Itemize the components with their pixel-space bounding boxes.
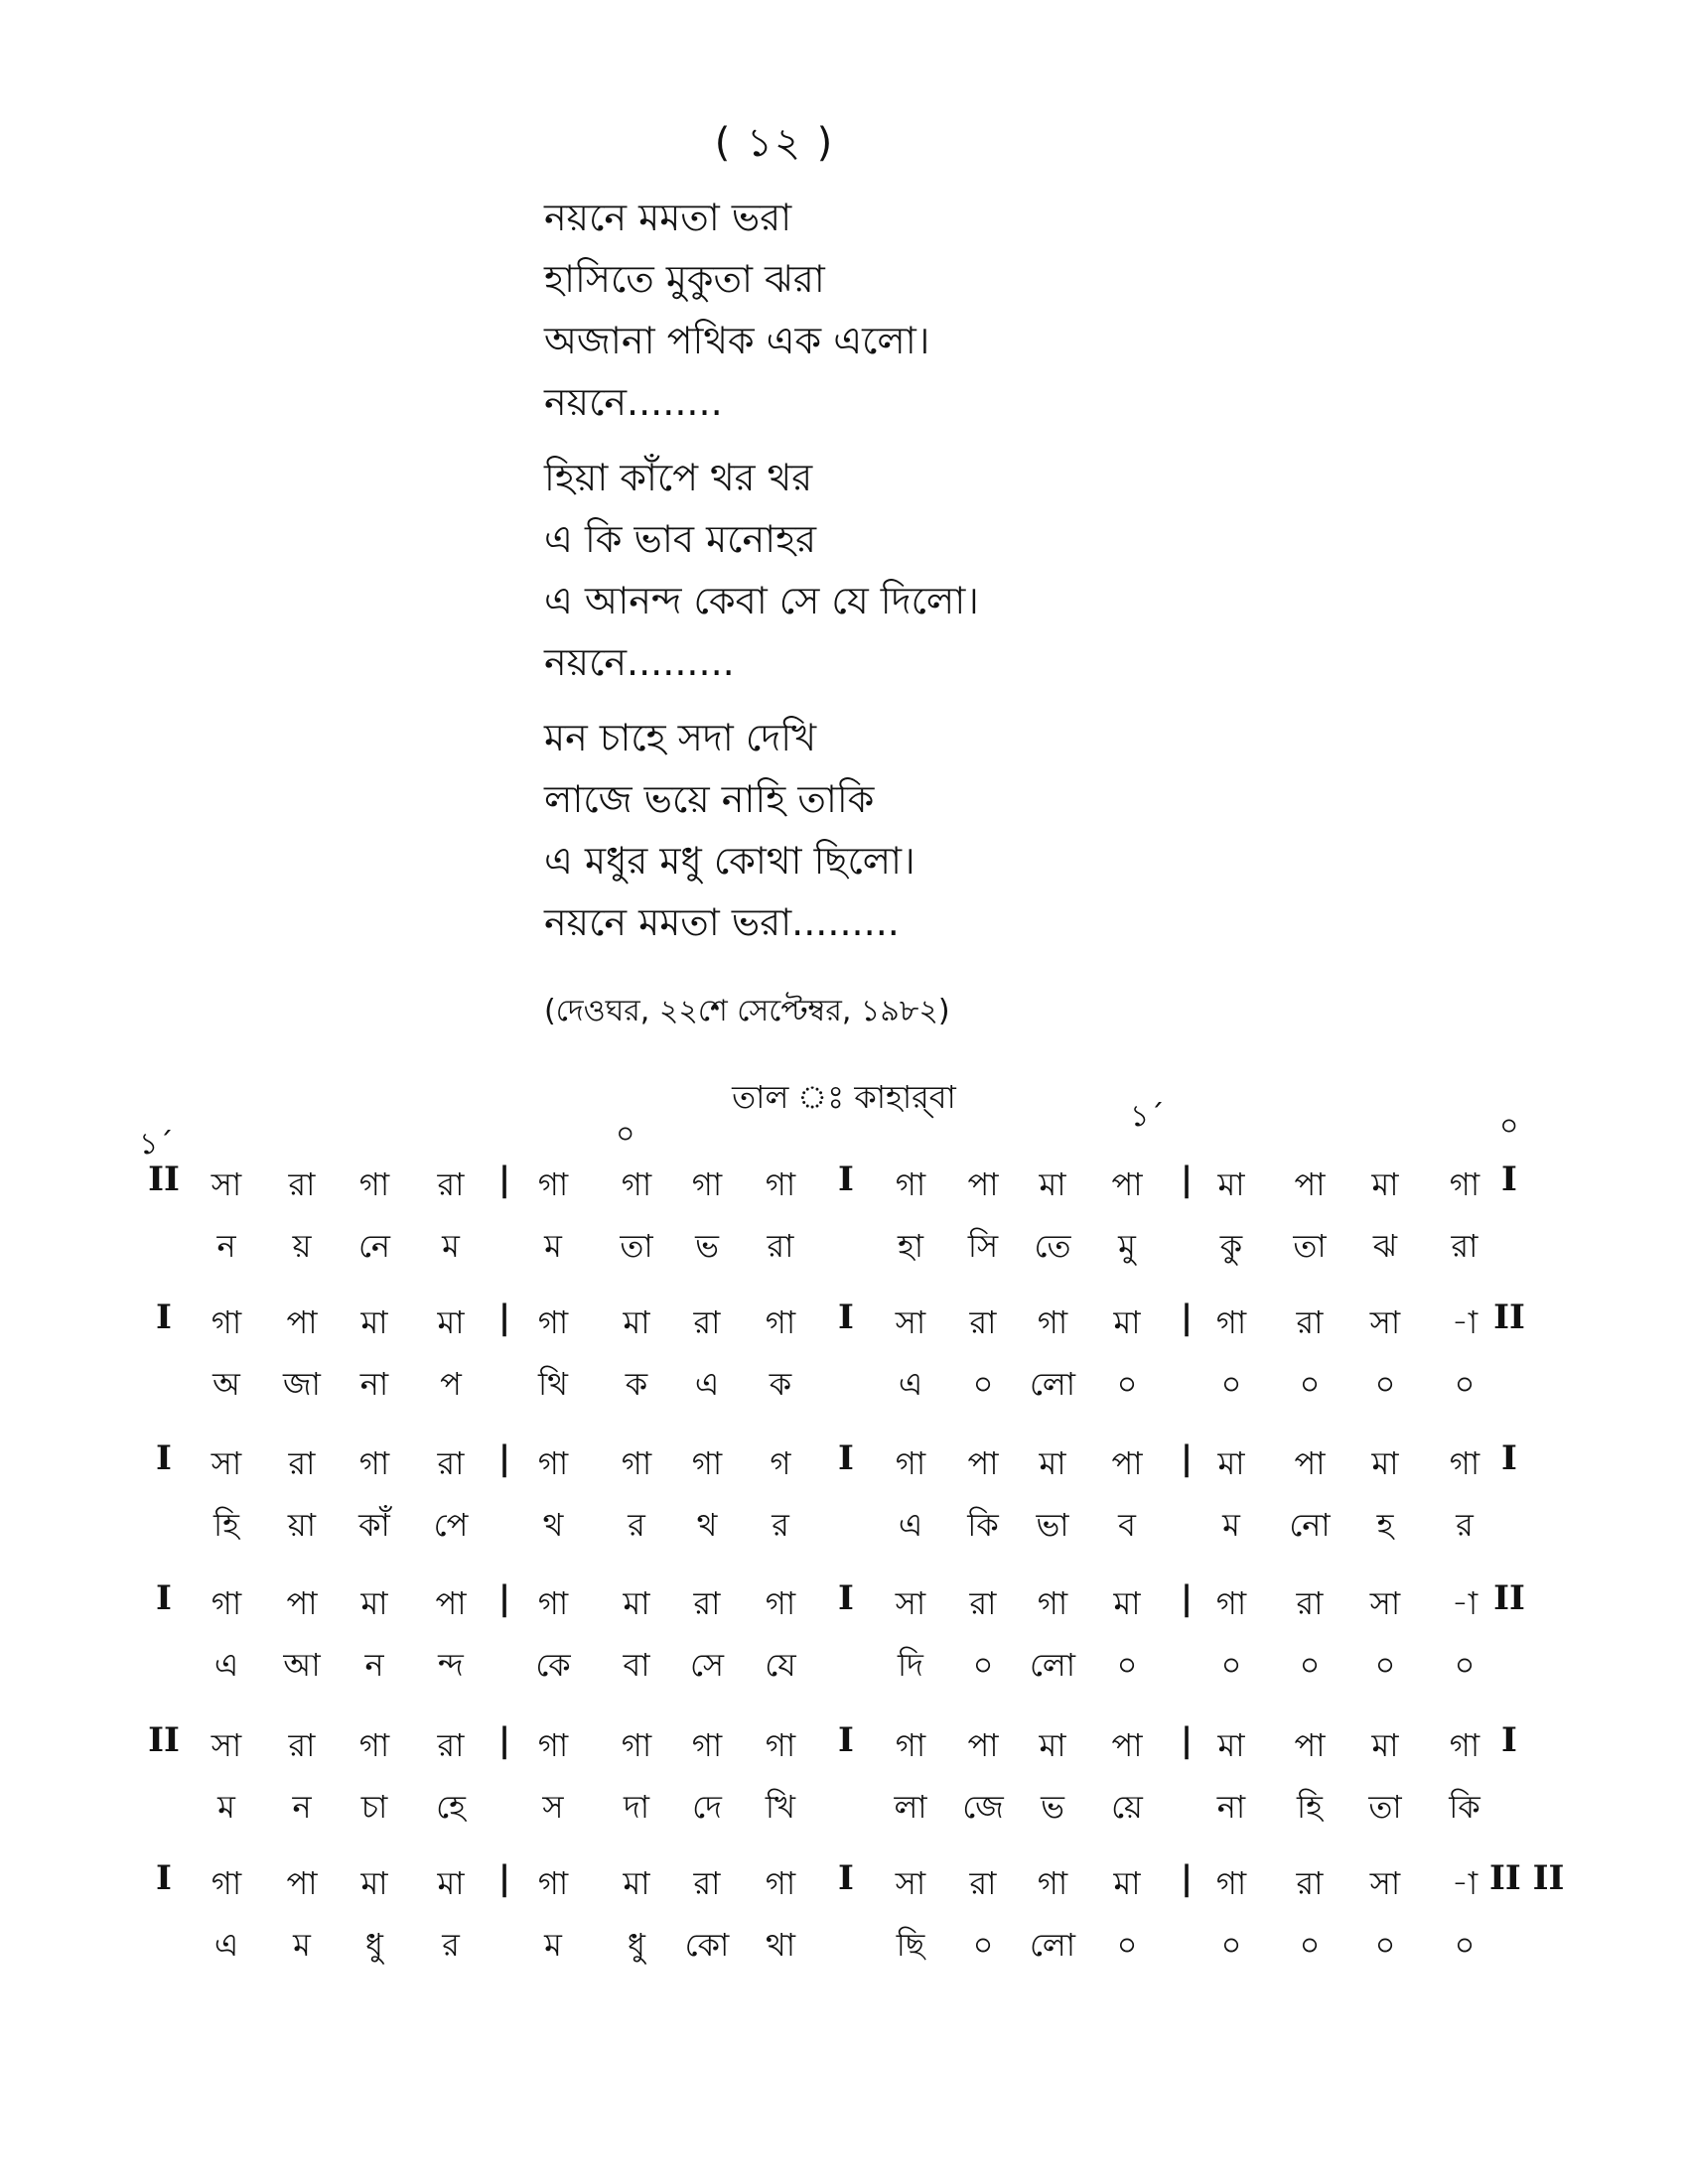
lyric-syllable: ০ bbox=[972, 1365, 994, 1403]
lyric-syllable: আ bbox=[283, 1646, 321, 1684]
lyric-syllable: ০ bbox=[1220, 1926, 1242, 1964]
lyric-syllable: য়া bbox=[287, 1506, 317, 1544]
swara-note: সা bbox=[895, 1864, 926, 1902]
lyric-syllable: খি bbox=[765, 1788, 796, 1826]
lyric-line: নয়নে......... bbox=[544, 640, 735, 684]
swara-note: সা bbox=[895, 1584, 926, 1622]
lyric-syllable: তা bbox=[1368, 1788, 1402, 1826]
swara-note: গা bbox=[895, 1726, 926, 1764]
swara-note: সা bbox=[211, 1444, 242, 1482]
swara-note: গা bbox=[765, 1726, 796, 1764]
lyric-syllable: লো bbox=[1029, 1926, 1076, 1964]
lyric-syllable: ০ bbox=[1220, 1646, 1242, 1684]
barline: I bbox=[838, 1297, 854, 1337]
swara-note: রা bbox=[437, 1444, 465, 1482]
lyric-line: লাজে ভয়ে নাহি তাকি bbox=[544, 777, 875, 821]
swara-note: রা bbox=[437, 1165, 465, 1203]
swara-note: গা bbox=[1037, 1303, 1068, 1341]
lyric-syllable: নো bbox=[1289, 1506, 1331, 1544]
barline: | bbox=[497, 1578, 511, 1618]
lyric-syllable: ০ bbox=[1374, 1365, 1396, 1403]
lyric-syllable: ম bbox=[217, 1788, 235, 1826]
start-barline: I bbox=[156, 1297, 172, 1337]
lyric-syllable: জে bbox=[962, 1788, 1004, 1826]
lyric-line: হাসিতে মুকুতা ঝরা bbox=[544, 257, 825, 301]
lyric-syllable: লো bbox=[1029, 1365, 1076, 1403]
lyric-syllable: তা bbox=[1293, 1227, 1327, 1265]
lyric-syllable: ০ bbox=[1374, 1646, 1396, 1684]
swara-note: গা bbox=[895, 1444, 926, 1482]
swara-note: মা bbox=[623, 1303, 650, 1341]
beat-mark: ০ bbox=[1499, 1109, 1519, 1144]
swara-note: মা bbox=[1217, 1444, 1245, 1482]
swara-note: রা bbox=[693, 1864, 721, 1902]
lyric-syllable: ন bbox=[364, 1646, 384, 1684]
lyric-syllable: বা bbox=[623, 1646, 650, 1684]
barline: | bbox=[1180, 1160, 1194, 1199]
lyric-syllable: না bbox=[1216, 1788, 1246, 1826]
start-barline: I bbox=[156, 1438, 172, 1478]
swara-note: রা bbox=[693, 1303, 721, 1341]
swara-note: গা bbox=[895, 1165, 926, 1203]
lyric-syllable: ছি bbox=[896, 1926, 925, 1964]
swara-note: রা bbox=[288, 1165, 316, 1203]
swara-note: গা bbox=[1449, 1444, 1480, 1482]
lyric-syllable: ম bbox=[293, 1926, 311, 1964]
lyric-line: এ কি ভাব মনোহর bbox=[544, 517, 817, 561]
swara-note: মা bbox=[623, 1864, 650, 1902]
lyric-syllable: থা bbox=[765, 1926, 795, 1964]
swara-note: গা bbox=[1449, 1726, 1480, 1764]
swara-note: -া bbox=[1451, 1864, 1478, 1902]
lyric-syllable: ০ bbox=[1454, 1365, 1476, 1403]
barline: | bbox=[497, 1720, 511, 1760]
beat-mark: ১´ bbox=[1130, 1099, 1165, 1134]
swara-note: গা bbox=[537, 1303, 569, 1341]
lyric-syllable: ধু bbox=[628, 1926, 645, 1964]
lyric-syllable: প bbox=[440, 1365, 462, 1403]
swara-note: সা bbox=[211, 1726, 242, 1764]
swara-note: পা bbox=[967, 1165, 999, 1203]
swara-note: মা bbox=[1039, 1444, 1066, 1482]
lyric-syllable: ম bbox=[544, 1227, 562, 1265]
swara-note: গা bbox=[537, 1165, 569, 1203]
swara-note: মা bbox=[623, 1584, 650, 1622]
swara-note: গা bbox=[358, 1726, 390, 1764]
lyric-syllable: তা bbox=[620, 1227, 653, 1265]
swara-note: পা bbox=[967, 1444, 999, 1482]
swara-note: সা bbox=[1369, 1864, 1401, 1902]
lyric-syllable: ০ bbox=[1220, 1365, 1242, 1403]
lyric-syllable: চা bbox=[360, 1788, 388, 1826]
lyric-syllable: এ bbox=[213, 1646, 239, 1684]
lyric-syllable: ক bbox=[625, 1365, 648, 1403]
lyric-syllable: ০ bbox=[1116, 1926, 1138, 1964]
barline: | bbox=[1180, 1858, 1194, 1898]
swara-note: মা bbox=[1217, 1726, 1245, 1764]
lyric-syllable: য়ে bbox=[1111, 1788, 1143, 1826]
lyric-syllable: যে bbox=[765, 1646, 796, 1684]
barline: I bbox=[838, 1720, 854, 1760]
lyric-line: নয়নে........ bbox=[544, 380, 723, 424]
lyric-syllable: কি bbox=[967, 1506, 999, 1544]
lyric-syllable: ব bbox=[1118, 1506, 1136, 1544]
barline: | bbox=[1180, 1297, 1194, 1337]
lyric-syllable: ধু bbox=[365, 1926, 383, 1964]
start-barline: I bbox=[156, 1858, 172, 1898]
lyric-line: অজানা পথিক এক এলো। bbox=[544, 319, 930, 362]
swara-note: পা bbox=[286, 1864, 318, 1902]
swara-note: গা bbox=[1215, 1303, 1247, 1341]
lyric-syllable: ০ bbox=[1299, 1646, 1321, 1684]
swara-note: পা bbox=[1294, 1444, 1326, 1482]
lyric-syllable: পে bbox=[433, 1506, 469, 1544]
lyric-syllable: ০ bbox=[1374, 1926, 1396, 1964]
beat-mark: ১´ bbox=[139, 1127, 174, 1161]
swara-note: গা bbox=[358, 1165, 390, 1203]
lyric-syllable: নে bbox=[357, 1227, 391, 1265]
swara-note: মা bbox=[1113, 1303, 1141, 1341]
lyric-syllable: র bbox=[442, 1926, 460, 1964]
swara-note: গা bbox=[621, 1726, 652, 1764]
lyric-syllable: এ bbox=[898, 1506, 923, 1544]
end-barline: II II bbox=[1489, 1858, 1565, 1898]
start-barline: II bbox=[148, 1160, 180, 1199]
swara-note: মা bbox=[360, 1864, 388, 1902]
swara-note: গা bbox=[691, 1444, 723, 1482]
swara-note: রা bbox=[288, 1726, 316, 1764]
swara-note: গা bbox=[691, 1165, 723, 1203]
swara-note: রা bbox=[969, 1584, 997, 1622]
lyric-syllable: র bbox=[772, 1506, 789, 1544]
swara-note: মা bbox=[1371, 1726, 1399, 1764]
lyric-syllable: ভ bbox=[695, 1227, 719, 1265]
swara-note: সা bbox=[1369, 1303, 1401, 1341]
lyric-syllable: এ bbox=[694, 1365, 720, 1403]
barline: I bbox=[838, 1578, 854, 1618]
lyric-syllable: হি bbox=[1297, 1788, 1323, 1826]
lyric-syllable: ন bbox=[216, 1227, 236, 1265]
swara-note: রা bbox=[288, 1444, 316, 1482]
swara-note: গা bbox=[1037, 1584, 1068, 1622]
swara-note: রা bbox=[969, 1303, 997, 1341]
lyric-syllable: ০ bbox=[1454, 1926, 1476, 1964]
swara-note: মা bbox=[437, 1864, 465, 1902]
lyric-line: নয়নে মমতা ভরা bbox=[544, 196, 792, 239]
lyric-syllable: মু bbox=[1118, 1227, 1136, 1265]
swara-note: রা bbox=[1296, 1303, 1324, 1341]
end-barline: II bbox=[1493, 1578, 1525, 1618]
barline: | bbox=[1180, 1578, 1194, 1618]
lyric-syllable: তে bbox=[1034, 1227, 1071, 1265]
lyric-syllable: র bbox=[1456, 1506, 1474, 1544]
lyric-syllable: ০ bbox=[1116, 1646, 1138, 1684]
swara-note: মা bbox=[360, 1584, 388, 1622]
lyric-syllable: রা bbox=[767, 1227, 794, 1265]
lyric-syllable: কি bbox=[1449, 1788, 1480, 1826]
lyric-syllable: ০ bbox=[1454, 1646, 1476, 1684]
lyric-line: নয়নে মমতা ভরা......... bbox=[544, 900, 900, 944]
swara-note: পা bbox=[1111, 1444, 1143, 1482]
lyric-line: এ আনন্দ কেবা সে যে দিলো। bbox=[544, 579, 979, 622]
lyric-syllable: ম bbox=[544, 1926, 562, 1964]
swara-note: রা bbox=[437, 1726, 465, 1764]
swara-note: গা bbox=[1449, 1165, 1480, 1203]
end-barline: I bbox=[1501, 1438, 1517, 1478]
swara-note: পা bbox=[1111, 1165, 1143, 1203]
lyric-syllable: ঝ bbox=[1372, 1227, 1398, 1265]
swara-note: মা bbox=[1039, 1726, 1066, 1764]
swara-note: গা bbox=[1215, 1864, 1247, 1902]
swara-note: সা bbox=[1369, 1584, 1401, 1622]
lyric-syllable: লা bbox=[894, 1788, 927, 1826]
swara-note: মা bbox=[1371, 1165, 1399, 1203]
swara-note: সা bbox=[895, 1303, 926, 1341]
swara-note: রা bbox=[969, 1864, 997, 1902]
swara-note: গা bbox=[1037, 1864, 1068, 1902]
swara-note: -া bbox=[1451, 1584, 1478, 1622]
swara-note: গা bbox=[621, 1165, 652, 1203]
lyric-syllable: দি bbox=[898, 1646, 923, 1684]
barline: | bbox=[497, 1438, 511, 1478]
lyric-syllable: ০ bbox=[1299, 1365, 1321, 1403]
swara-note: গা bbox=[765, 1584, 796, 1622]
lyric-syllable: ০ bbox=[1299, 1926, 1321, 1964]
lyric-syllable: দা bbox=[623, 1788, 650, 1826]
swara-note: রা bbox=[693, 1584, 721, 1622]
swara-note: মা bbox=[437, 1303, 465, 1341]
lyric-syllable: কাঁ bbox=[358, 1506, 390, 1544]
lyric-syllable: লো bbox=[1029, 1646, 1076, 1684]
swara-note: গা bbox=[537, 1864, 569, 1902]
swara-note: মা bbox=[1371, 1444, 1399, 1482]
barline: | bbox=[497, 1297, 511, 1337]
barline: I bbox=[838, 1438, 854, 1478]
lyric-syllable: ০ bbox=[972, 1646, 994, 1684]
swara-note: গা bbox=[211, 1303, 242, 1341]
start-barline: I bbox=[156, 1578, 172, 1618]
swara-note: গা bbox=[765, 1165, 796, 1203]
swara-note: মা bbox=[1217, 1165, 1245, 1203]
barline: I bbox=[838, 1858, 854, 1898]
barline: | bbox=[497, 1160, 511, 1199]
swara-note: মা bbox=[1113, 1584, 1141, 1622]
swara-note: পা bbox=[435, 1584, 467, 1622]
lyric-syllable: কো bbox=[684, 1926, 730, 1964]
swara-note: রা bbox=[1296, 1864, 1324, 1902]
swara-note: পা bbox=[967, 1726, 999, 1764]
lyric-syllable: ০ bbox=[1116, 1365, 1138, 1403]
lyric-syllable: থ bbox=[542, 1506, 564, 1544]
beat-mark: ০ bbox=[616, 1117, 635, 1152]
lyric-syllable: থ bbox=[696, 1506, 718, 1544]
swara-note: পা bbox=[286, 1303, 318, 1341]
lyric-syllable: জা bbox=[283, 1365, 321, 1403]
lyric-syllable: অ bbox=[212, 1365, 240, 1403]
taal-label: তাল ঃ কাহার্‌বা bbox=[732, 1078, 956, 1116]
lyric-syllable: ম bbox=[442, 1227, 460, 1265]
swara-note: পা bbox=[1294, 1726, 1326, 1764]
lyric-syllable: কু bbox=[1219, 1227, 1243, 1265]
lyric-syllable: সি bbox=[967, 1227, 999, 1265]
swara-note: পা bbox=[1111, 1726, 1143, 1764]
lyric-line: এ মধুর মধু কোথা ছিলো। bbox=[544, 839, 915, 883]
lyric-line: হিয়া কাঁপে থর থর bbox=[544, 456, 813, 499]
lyric-syllable: থি bbox=[538, 1365, 568, 1403]
swara-note: গা bbox=[765, 1864, 796, 1902]
swara-note: মা bbox=[1039, 1165, 1066, 1203]
lyric-syllable: স bbox=[542, 1788, 564, 1826]
lyric-syllable: য় bbox=[292, 1227, 312, 1265]
swara-note: গা bbox=[211, 1864, 242, 1902]
swara-note: গা bbox=[537, 1726, 569, 1764]
place-date: (দেওঘর, ২২শে সেপ্টেম্বর, ১৯৮২) bbox=[544, 994, 950, 1028]
lyric-syllable: ন্দ bbox=[438, 1646, 464, 1684]
swara-note: গা bbox=[358, 1444, 390, 1482]
lyric-syllable: কে bbox=[535, 1646, 571, 1684]
swara-note: গা bbox=[537, 1584, 569, 1622]
lyric-syllable: র bbox=[628, 1506, 645, 1544]
swara-note: পা bbox=[286, 1584, 318, 1622]
lyric-syllable: দে bbox=[692, 1788, 722, 1826]
end-barline: I bbox=[1501, 1720, 1517, 1760]
swara-note: পা bbox=[1294, 1165, 1326, 1203]
end-barline: I bbox=[1501, 1160, 1517, 1199]
lyric-syllable: ম bbox=[1222, 1506, 1240, 1544]
barline: | bbox=[1180, 1720, 1194, 1760]
barline: | bbox=[1180, 1438, 1194, 1478]
page-number: ( ১২ ) bbox=[714, 120, 835, 166]
lyric-syllable: হা bbox=[897, 1227, 924, 1265]
barline: I bbox=[838, 1160, 854, 1199]
swara-note: সা bbox=[211, 1165, 242, 1203]
lyric-syllable: ন bbox=[292, 1788, 312, 1826]
swara-note: গা bbox=[1215, 1584, 1247, 1622]
lyric-syllable: হে bbox=[436, 1788, 466, 1826]
lyric-syllable: ক bbox=[769, 1365, 792, 1403]
lyric-line: মন চাহে সদা দেখি bbox=[544, 716, 817, 759]
swara-note: গা bbox=[691, 1726, 723, 1764]
lyric-syllable: হি bbox=[213, 1506, 239, 1544]
lyric-syllable: এ bbox=[213, 1926, 239, 1964]
lyric-syllable: না bbox=[359, 1365, 389, 1403]
lyric-syllable: রা bbox=[1451, 1227, 1478, 1265]
swara-note: রা bbox=[1296, 1584, 1324, 1622]
barline: | bbox=[497, 1858, 511, 1898]
lyric-syllable: ভা bbox=[1036, 1506, 1069, 1544]
start-barline: II bbox=[148, 1720, 180, 1760]
swara-note: -া bbox=[1451, 1303, 1478, 1341]
swara-note: গা bbox=[621, 1444, 652, 1482]
swara-note: মা bbox=[360, 1303, 388, 1341]
swara-note: গা bbox=[537, 1444, 569, 1482]
end-barline: II bbox=[1493, 1297, 1525, 1337]
swara-note: গা bbox=[211, 1584, 242, 1622]
lyric-syllable: ০ bbox=[972, 1926, 994, 1964]
swara-note: গ bbox=[770, 1444, 791, 1482]
swara-note: মা bbox=[1113, 1864, 1141, 1902]
lyric-syllable: এ bbox=[898, 1365, 923, 1403]
lyric-syllable: হ bbox=[1376, 1506, 1394, 1544]
lyric-syllable: ভ bbox=[1041, 1788, 1064, 1826]
lyric-syllable: সে bbox=[689, 1646, 725, 1684]
swara-note: গা bbox=[765, 1303, 796, 1341]
